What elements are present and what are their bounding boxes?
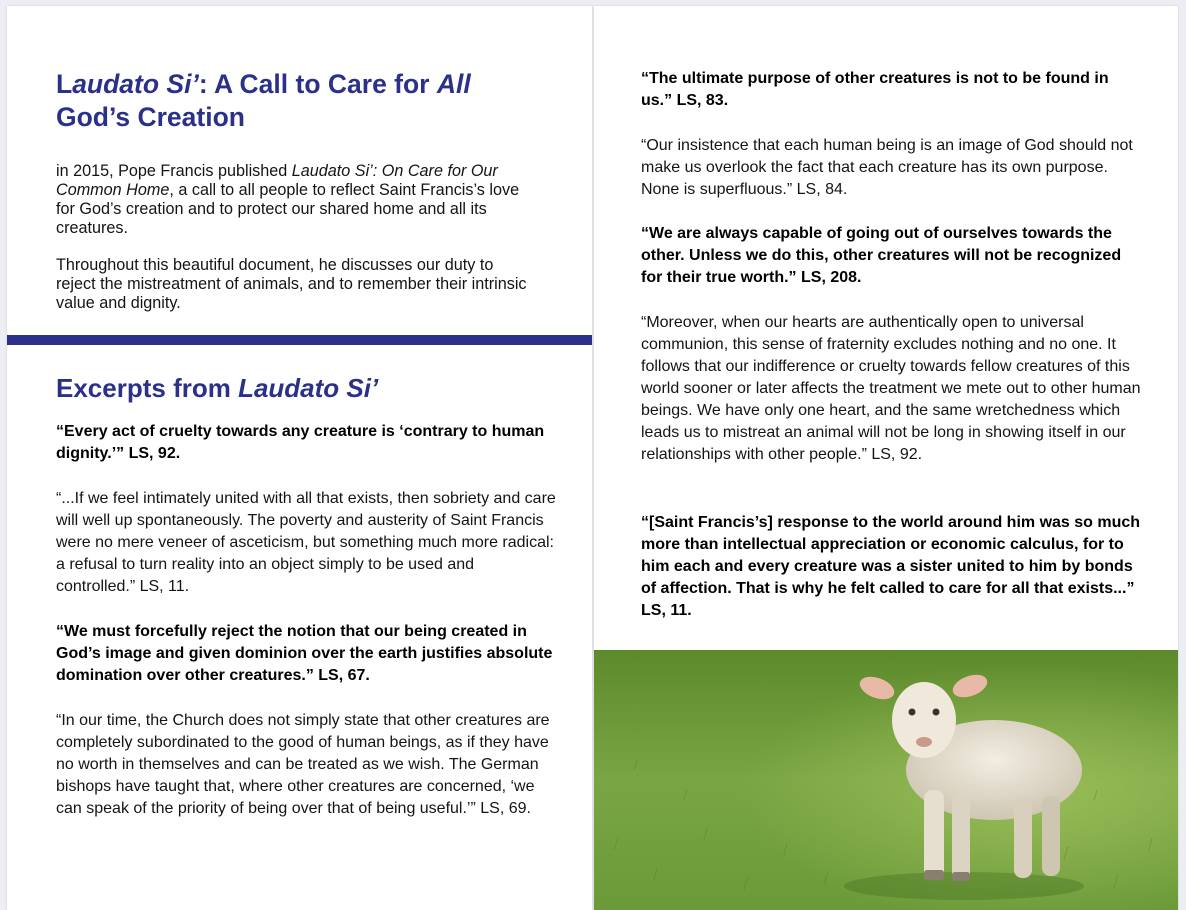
- intro-paragraph-2: Throughout this beautiful document, he discusses our duty to reject the mistreatment of animals, and to remember their intrinsic value and dignity.: [56, 256, 527, 312]
- quote-ls-208-bold: “We are always capable of going out of ourselves towards the other. Unless we do this, other creatures will not be recognized for their true worth.” LS, 208.: [641, 225, 1122, 286]
- left-page: [7, 6, 592, 910]
- quote-ls-11: “...If we feel intimately united with all that exists, then sobriety and care will well up spontaneously. The poverty and austerity of Saint Francis were no mere veneer of asceticism, but something much more radical: a refusal to turn reality into an object simply to be used and controlled.” LS, 11.: [56, 490, 556, 595]
- quote-ls-84: “Our insistence that each human being is an image of God should not make us overlook the fact that each creature has its own purpose. None is superfluous.” LS, 84.: [641, 137, 1133, 198]
- quote-ls-92-bold: “Every act of cruelty towards any creature is ‘contrary to human dignity.’” LS, 92.: [56, 423, 545, 462]
- section-divider: [7, 335, 592, 345]
- quote-ls-83-bold: “The ultimate purpose of other creatures is not to be found in us.” LS, 83.: [641, 70, 1109, 109]
- quote-ls-67-bold: “We must forcefully reject the notion that our being created in God’s image and given dominion over the earth justifies absolute domination over other creatures.” LS, 67.: [56, 623, 553, 684]
- quote-ls-11-bold: “[Saint Francis’s] response to the world around him was so much more than intellectual appreciation or economic calculus, for to him each and every creature was a sister united to him by bonds of affection. That is why he felt called to care for all that exists...” LS, 11.: [641, 514, 1141, 619]
- lamb-photo: [594, 650, 1178, 910]
- intro-paragraph-1: in 2015, Pope Francis published Laudato Si’: On Care for Our Common Home, a call to all people to reflect Saint Francis’s love for God’s creation and to protect our shared home and all its creatures.: [56, 162, 520, 237]
- quote-ls-69: “In our time, the Church does not simply state that other creatures are completely subordinated to the good of human beings, as if they have no worth in themselves and can be treated as we wish. The German bishops have taught that, where other creatures are concerned, ‘we can speak of the priority of being over that of being useful.’” LS, 69.: [56, 712, 550, 817]
- excerpts-heading: Excerpts from Laudato Si’: [56, 373, 379, 403]
- right-page: [594, 6, 1178, 910]
- page-title: Laudato Si’: A Call to Care for All God’s Creation: [56, 69, 471, 132]
- quote-ls-92: “Moreover, when our hearts are authentically open to universal communion, this sense of fraternity excludes nothing and no one. It follows that our indifference or cruelty towards fellow creatures of this world sooner or later affects the treatment we mete out to other human beings. We have only one heart, and the same wretchedness which leads us to mistreat an animal will not be long in showing itself in our relationships with other people.” LS, 92.: [641, 314, 1141, 463]
